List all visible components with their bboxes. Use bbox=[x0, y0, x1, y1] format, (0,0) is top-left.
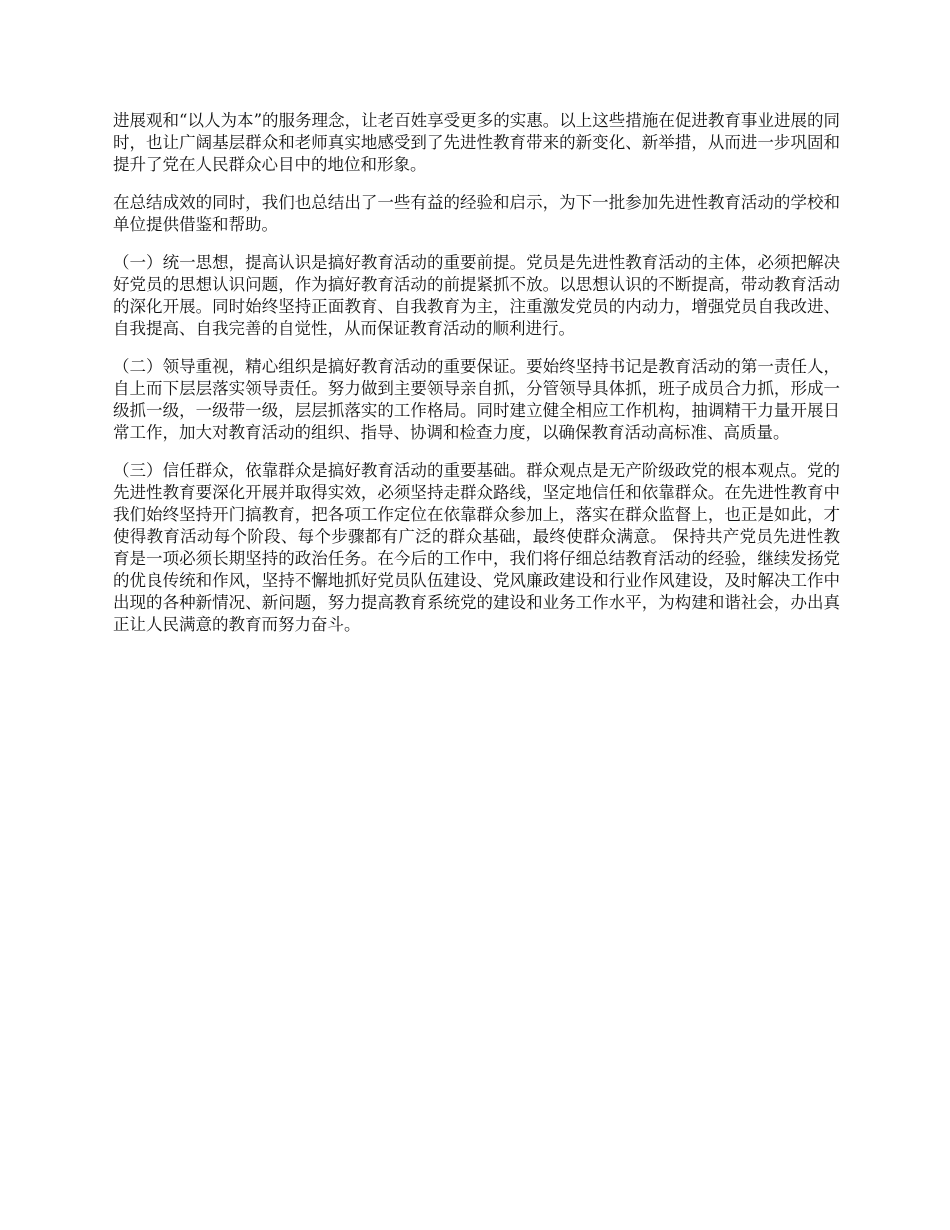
document-page bbox=[113, 110, 840, 652]
paragraph-point-one: （一）统一思想，提高认识是搞好教育活动的重要前提。党员是先进性教育活动的主体，必须把解决好党员的思想认识问题，作为搞好教育活动的前提紧抓不放。以思想认识的不断提高，带动教育活动的深化开展。同时始终坚持正面教育、自我教育为主，注重激发党员的内动力，增强党员自我改进、自我提高、自我完善的自觉性，从而保证教育活动的顺利进行。 bbox=[113, 253, 840, 338]
paragraph-point-two: （二）领导重视，精心组织是搞好教育活动的重要保证。要始终坚持书记是教育活动的第一责任人，自上而下层层落实领导责任。努力做到主要领导亲自抓，分管领导具体抓，班子成员合力抓，形成一级抓一级，一级带一级，层层抓落实的工作格局。同时建立健全相应工作机构，抽调精干力量开展日常工作，加大对教育活动的组织、指导、协调和检查力度，以确保教育活动高标准、高质量。 bbox=[113, 357, 840, 442]
paragraph-intro-continuation: 进展观和“以人为本”的服务理念，让老百姓享受更多的实惠。以上这些措施在促进教育事业进展的同时，也让广阔基层群众和老师真实地感受到了先进性教育带来的新变化、新举措，从而进一步巩固和提升了党在人民群众心目中的地位和形象。 bbox=[113, 111, 840, 174]
paragraph-point-three: （三）信任群众，依靠群众是搞好教育活动的重要基础。群众观点是无产阶级政党的根本观点。党的先进性教育要深化开展并取得实效，必须坚持走群众路线，坚定地信任和依靠群众。在先进性教育中我们始终坚持开门搞教育，把各项工作定位在依靠群众参加上，落实在群众监督上，也正是如此，才使得教育活动每个阶段、每个步骤都有广泛的群众基础，最终使群众满意。 保持共产党员先进性教育是一项必须长期坚持的政治任务。在今后的工作中，我们将仔细总结教育活动的经验，继续发扬党的优良传统和作风，坚持不懈地抓好党员队伍建设、党风廉政建设和行业作风建设，及时解决工作中出现的各种新情况、新问题，努力提高教育系统党的建设和业务工作水平，为构建和谐社会，办出真正让人民满意的教育而努力奋斗。 bbox=[113, 461, 840, 634]
paragraph-experience-summary: 在总结成效的同时，我们也总结出了一些有益的经验和启示，为下一批参加先进性教育活动的学校和单位提供借鉴和帮助。 bbox=[113, 193, 840, 234]
